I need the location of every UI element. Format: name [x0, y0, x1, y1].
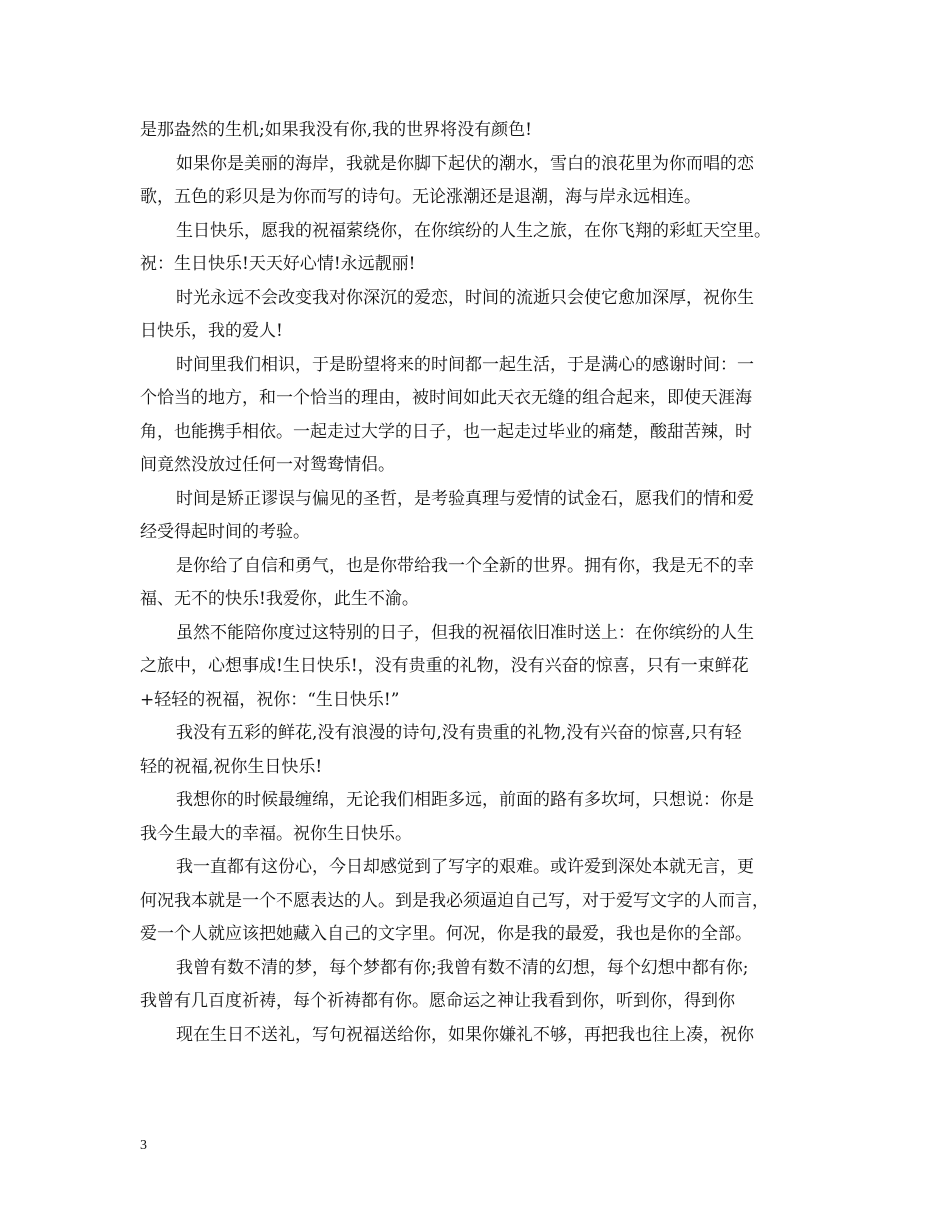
page-number: 3 — [140, 1138, 147, 1153]
text-line: 经受得起时间的考验。 — [140, 522, 310, 542]
text-line: 角，也能携手相依。一起走过大学的日子，也一起走过毕业的痛楚，酸甜苦辣，时 — [140, 421, 752, 442]
text-line: 个恰当的地方，和一个恰当的理由，被时间如此天衣无缝的组合起来，即使天涯海 — [140, 388, 752, 408]
text-line: 如果你是美丽的海岸，我就是你脚下起伏的潮水，雪白的浪花里为你而唱的恋 — [176, 153, 754, 174]
text-line: 虽然不能陪你度过这特别的日子，但我的祝福依旧准时送上：在你缤纷的人生 — [176, 622, 754, 643]
text-line: 我曾有几百度祈祷，每个祈祷都有你。愿命运之神让我看到你，听到你，得到你 — [140, 991, 735, 1011]
text-line: 现在生日不送礼，写句祝福送给你，如果你嫌礼不够，再把我也往上凑，祝你 — [176, 1024, 754, 1045]
text-line: 福、无不的快乐!我爱你，此生不渝。 — [140, 589, 419, 609]
text-line: 爱一个人就应该把她藏入自己的文字里。何况，你是我的最爱，我也是你的全部。 — [140, 924, 752, 944]
text-line: 我想你的时候最缠绵，无论我们相距多远，前面的路有多坎坷，只想说：你是 — [176, 790, 754, 810]
text-line: 时间里我们相识，于是盼望将来的时间都一起生活，于是满心的感谢时间：一 — [176, 354, 754, 375]
text-line: 时光永远不会改变我对你深沉的爱恋，时间的流逝只会使它愈加深厚，祝你生 — [176, 287, 754, 308]
text-line: 我没有五彩的鲜花,没有浪漫的诗句,没有贵重的礼物,没有兴奋的惊喜,只有轻 — [176, 723, 742, 743]
text-line: 间竟然没放过任何一对鸳鸯情侣。 — [140, 455, 395, 475]
document-body — [140, 114, 812, 1052]
text-line: 之旅中，心想事成!生日快乐!，没有贵重的礼物，没有兴奋的惊喜，只有一束鲜花 — [140, 656, 749, 676]
text-line: +轻轻的祝福，祝你：“生日快乐!” — [140, 689, 400, 710]
text-line: 生日快乐，愿我的祝福萦绕你，在你缤纷的人生之旅，在你飞翔的彩虹天空里。 — [176, 220, 771, 241]
text-line: 何况我本就是一个不愿表达的人。到是我必须逼迫自己写，对于爱写文字的人而言， — [140, 890, 769, 911]
text-line: 轻的祝福,祝你生日快乐! — [140, 756, 323, 777]
text-line: 日快乐，我的爱人! — [140, 321, 283, 341]
text-line: 时间是矫正谬误与偏见的圣哲，是考验真理与爱情的试金石，愿我们的情和爱 — [176, 488, 754, 509]
text-line: 歌，五色的彩贝是为你而写的诗句。无论涨潮还是退潮，海与岸永远相连。 — [140, 187, 701, 207]
text-line: 我今生最大的幸福。祝你生日快乐。 — [140, 823, 412, 844]
text-line: 我一直都有这份心，今日却感觉到了写字的艰难。或许爱到深处本就无言，更 — [176, 857, 754, 877]
text-line: 是你给了自信和勇气，也是你带给我一个全新的世界。拥有你，我是无不的幸 — [176, 555, 754, 576]
text-line: 祝：生日快乐!天天好心情!永远靓丽! — [140, 254, 416, 274]
text-line: 我曾有数不清的梦，每个梦都有你;我曾有数不清的幻想，每个幻想中都有你; — [176, 957, 749, 978]
text-line: 是那盎然的生机;如果我没有你,我的世界将没有颜色! — [140, 120, 532, 140]
